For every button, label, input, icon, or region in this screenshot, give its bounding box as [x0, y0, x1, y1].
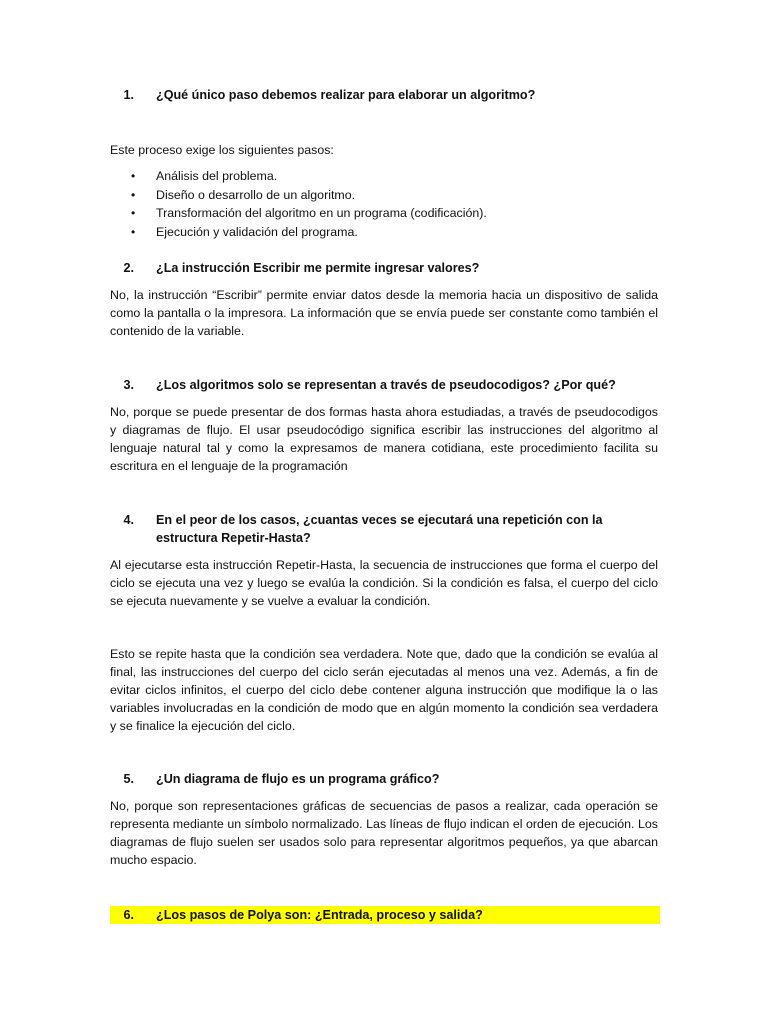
list-item [110, 186, 658, 205]
question-6 [110, 906, 660, 924]
list-item-text: Análisis del problema. [156, 169, 278, 183]
answer-3: No, porque se puede presentar de dos formas hasta ahora estudiadas, a través de pseudocodigos y diagramas de flujo. El usar pseudocódigo significa escribir las instrucciones del algoritmo al lenguaje natural tal y como la expresamos de manera cotidiana, este procedimiento facilita su escritura en el lenguaje de la programación [110, 405, 658, 473]
list-item [110, 167, 658, 186]
question-text: ¿Qué único paso debemos realizar para elaborar un algoritmo? [156, 88, 536, 102]
bullet-icon: • [131, 169, 136, 183]
answer-1-bullet-list [110, 167, 658, 242]
list-item-text: Ejecución y validación del programa. [156, 225, 358, 240]
question-text: ¿Los algoritmos solo se representan a través de pseudocodigos? ¿Por qué? [156, 378, 616, 392]
answer-5: No, porque son representaciones gráficas de secuencias de pasos a realizar, cada operación se representa mediante un símbolo normalizado. Las líneas de flujo indican el orden de ejecución. Los diagramas de flujo suelen ser usados solo para representar algoritmos pequeños, ya que abarcan mucho espacio. [110, 799, 658, 867]
question-5 [110, 770, 660, 788]
answer-2: No, la instrucción “Escribir” permite enviar datos desde la memoria hacia un dispositivo de salida como la pantalla o la impresora. La información que se envía puede ser constante como también el contenido de la variable. [110, 288, 658, 338]
question-text: En el peor de los casos, ¿cuantas veces se ejecutará una repetición con la estructura Repetir-Hasta? [156, 513, 603, 545]
question-number: 2. [123, 261, 134, 275]
list-item-text: Transformación del algoritmo en un programa (codificación). [156, 206, 487, 221]
question-text: ¿La instrucción Escribir me permite ingresar valores? [156, 261, 480, 275]
list-item [110, 204, 658, 223]
answer-4-paragraph-2: Esto se repite hasta que la condición sea verdadera. Note que, dado que la condición se evalúa al final, las instrucciones del cuerpo del ciclo serán ejecutadas al menos una vez. Además, a fin de evitar ciclos infinitos, el cuerpo del ciclo debe contener alguna instrucción que modifique la o las variables involucradas en la condición de modo que en algún momento la condición sea verdadera y se finalice la ejecución del ciclo. [110, 647, 658, 733]
answer-4-paragraph-1: Al ejecutarse esta instrucción Repetir-Hasta, la secuencia de instrucciones que forma el cuerpo del ciclo se ejecuta una vez y luego se evalúa la condición. Si la condición es falsa, el cuerpo del ciclo se ejecuta nuevamente y se vuelve a evaluar la condición. [110, 558, 658, 608]
question-number: 1. [123, 88, 134, 102]
question-number: 6. [123, 908, 134, 922]
question-number: 5. [123, 772, 134, 786]
question-2 [110, 259, 660, 277]
question-3 [110, 376, 660, 394]
question-4 [110, 511, 660, 547]
list-item-text: Diseño o desarrollo de un algoritmo. [156, 187, 356, 202]
answer-1-intro: Este proceso exige los siguientes pasos: [110, 143, 334, 157]
question-number: 3. [123, 378, 134, 392]
list-item [110, 223, 658, 242]
bullet-icon: • [131, 187, 136, 202]
question-text: ¿Los pasos de Polya son: ¿Entrada, proceso y salida? [156, 908, 483, 922]
question-text: ¿Un diagrama de flujo es un programa gráfico? [156, 772, 440, 786]
bullet-icon: • [131, 206, 136, 221]
question-1 [110, 86, 660, 104]
question-number: 4. [123, 513, 134, 527]
bullet-icon: • [131, 225, 136, 240]
